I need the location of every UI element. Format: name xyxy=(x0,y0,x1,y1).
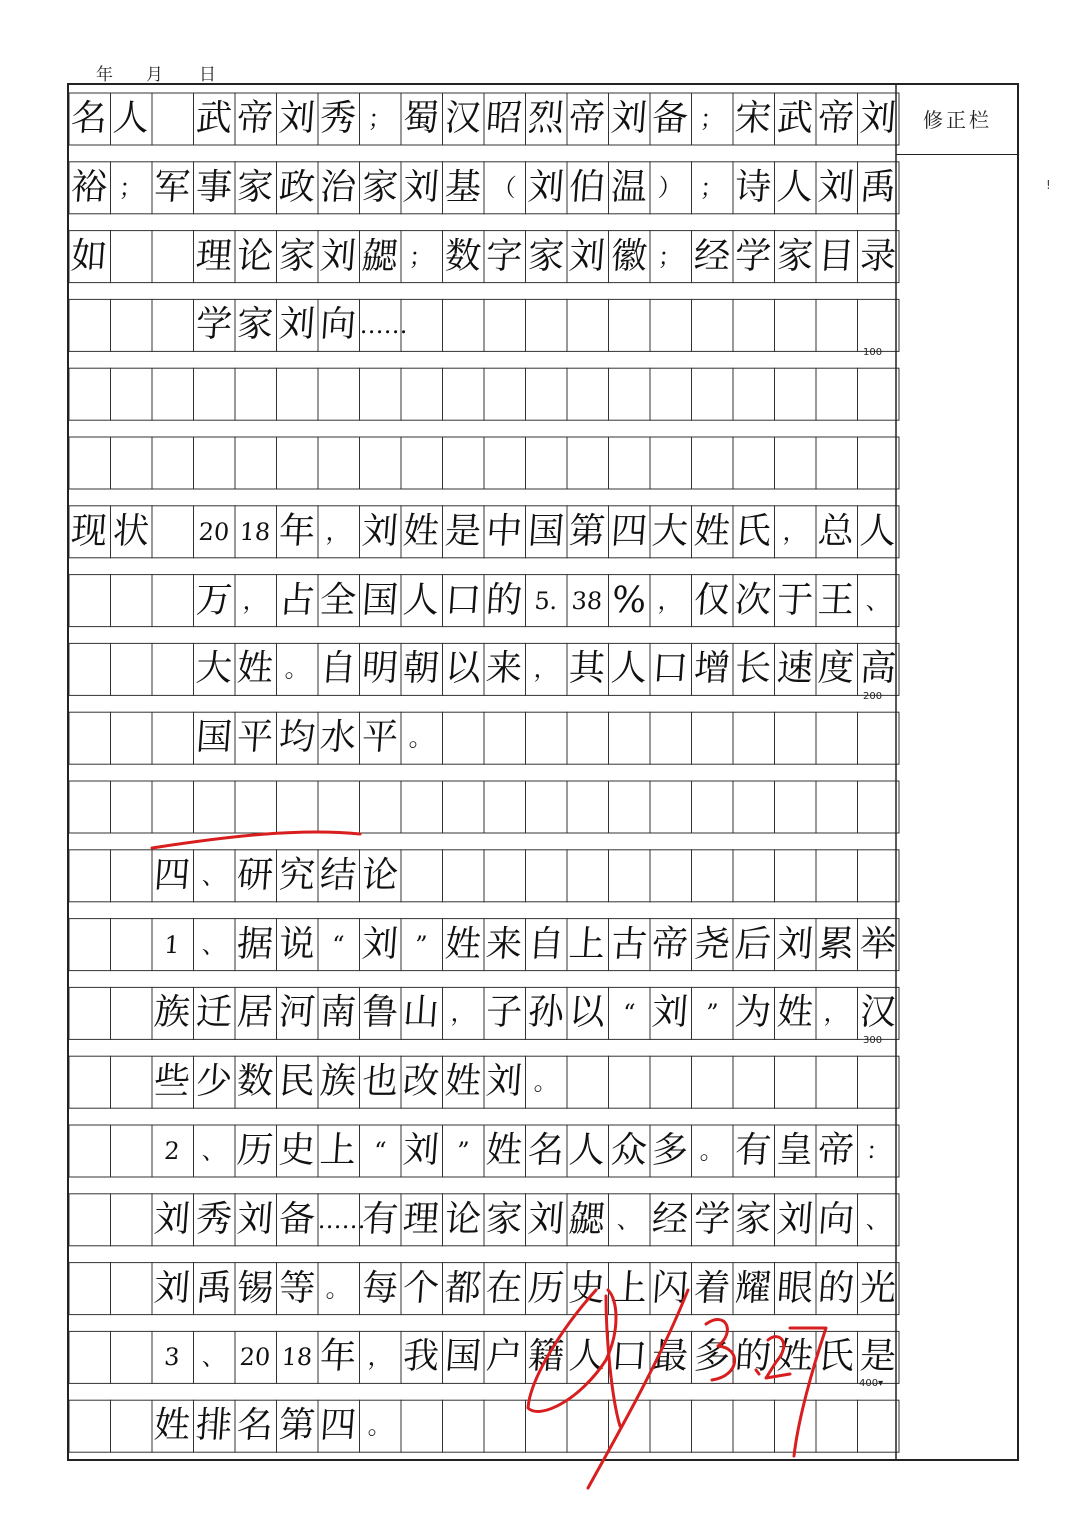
handwritten-char: 、 xyxy=(200,930,227,959)
handwritten-char: 事 xyxy=(194,166,233,208)
handwritten-char: 王 xyxy=(816,579,856,621)
handwritten-char: 水 xyxy=(318,717,358,759)
handwritten-char: 自 xyxy=(526,923,565,965)
handwritten-char: 尧 xyxy=(692,923,731,965)
handwritten-char: 居 xyxy=(235,992,275,1034)
handwritten-char: 家 xyxy=(360,166,399,208)
handwritten-char: 来 xyxy=(484,648,524,690)
handwritten-char: 朝 xyxy=(401,648,441,690)
handwritten-char: 最 xyxy=(650,1336,690,1378)
handwritten-char: 我 xyxy=(401,1336,441,1378)
handwritten-char: 锡 xyxy=(235,1267,275,1309)
handwritten-char: 状 xyxy=(111,510,150,552)
handwritten-char: 每 xyxy=(360,1267,399,1309)
handwritten-char: 等 xyxy=(277,1267,316,1309)
handwritten-char: 徽 xyxy=(609,235,648,277)
handwritten-char: 人 xyxy=(111,98,150,139)
handwritten-char: 姓 xyxy=(484,1130,524,1171)
handwritten-char: 帝 xyxy=(235,98,275,139)
handwritten-char: 刘 xyxy=(484,1061,524,1103)
handwritten-char: % xyxy=(609,579,648,621)
handwritten-char: 政 xyxy=(277,166,316,208)
handwritten-char: 人 xyxy=(775,166,814,208)
handwritten-char: 在 xyxy=(484,1267,524,1309)
handwritten-char: 刘 xyxy=(858,98,897,139)
handwritten-char: 、 xyxy=(200,1137,227,1165)
handwritten-char: 增 xyxy=(692,648,731,690)
handwritten-char: 目 xyxy=(816,235,856,277)
handwritten-char: ） xyxy=(657,173,683,202)
handwritten-char: 刘 xyxy=(775,923,814,965)
handwritten-char: 刘 xyxy=(318,235,358,277)
handwritten-char: 温 xyxy=(609,166,648,208)
handwritten-char: 年 xyxy=(277,510,316,552)
handwritten-char: 姓 xyxy=(443,923,482,965)
handwritten-char: 备 xyxy=(650,98,690,139)
handwritten-char: 。 xyxy=(366,1412,393,1441)
handwritten-char: 刘 xyxy=(152,1267,192,1309)
handwritten-char xyxy=(150,91,194,147)
handwritten-char: （ xyxy=(491,173,517,202)
handwritten-char: 刘 xyxy=(401,1130,441,1171)
handwritten-char: “ xyxy=(330,930,346,959)
handwritten-char: 伯 xyxy=(567,166,607,208)
handwritten-char: 南 xyxy=(318,992,358,1034)
handwritten-char: 蜀 xyxy=(401,98,441,139)
handwritten-char: 究 xyxy=(277,854,316,896)
handwritten-char: …… xyxy=(358,311,409,340)
handwritten-char: 四 xyxy=(609,510,648,552)
handwritten-char: 史 xyxy=(277,1130,316,1171)
handwritten-char: 数 xyxy=(235,1061,275,1103)
handwritten-char: 刘 xyxy=(526,1198,565,1240)
date-day-label: 日 xyxy=(199,65,216,85)
handwritten-char: 明 xyxy=(360,648,399,690)
handwritten-char: 四 xyxy=(152,854,192,896)
handwritten-char: 第 xyxy=(567,510,607,552)
date-month-label: 月 xyxy=(146,65,163,85)
handwritten-char: 平 xyxy=(235,717,275,759)
handwritten-char: 速 xyxy=(775,648,814,690)
handwritten-char: 全 xyxy=(318,579,358,621)
handwritten-char: 于 xyxy=(775,579,814,621)
handwritten-char: 秀 xyxy=(194,1198,233,1240)
handwritten-char: 理 xyxy=(194,235,233,277)
handwritten-char: 人 xyxy=(858,510,897,552)
handwritten-char: 也 xyxy=(360,1061,399,1103)
handwritten-char: 鲁 xyxy=(360,992,399,1034)
handwritten-char: ” xyxy=(455,1137,470,1165)
handwritten-char: 人 xyxy=(609,648,648,690)
handwritten-char: 平 xyxy=(360,717,399,759)
handwritten-char: 改 xyxy=(401,1061,441,1103)
handwritten-char: 论 xyxy=(443,1198,482,1240)
handwritten-char: 汉 xyxy=(858,992,897,1034)
handwritten-char: 国 xyxy=(360,579,399,621)
handwritten-char: 大 xyxy=(194,648,233,690)
handwritten-char: 帝 xyxy=(650,923,690,965)
handwritten-char: 汉 xyxy=(443,98,482,139)
handwritten-char: 录 xyxy=(858,235,897,277)
handwritten-char: 第 xyxy=(277,1405,316,1447)
handwritten-char: 人 xyxy=(567,1336,607,1378)
handwritten-char: 排 xyxy=(194,1405,233,1447)
handwritten-char: ； xyxy=(117,173,144,202)
handwritten-char: 向 xyxy=(318,304,358,346)
handwritten-char: 其 xyxy=(567,648,607,690)
handwritten-char: 以 xyxy=(567,992,607,1034)
correction-column-title: 修正栏 xyxy=(896,85,1019,155)
handwritten-char: 高 xyxy=(858,648,897,690)
handwritten-char: 姓 xyxy=(775,1336,814,1378)
handwritten-char: 烈 xyxy=(526,98,565,139)
handwritten-char: 20 xyxy=(197,517,230,546)
handwritten-char: 口 xyxy=(650,648,690,690)
handwritten-char: 经 xyxy=(650,1198,690,1240)
handwritten-char: 族 xyxy=(152,992,192,1034)
handwritten-char: 籍 xyxy=(526,1336,565,1378)
handwritten-char: 结 xyxy=(318,854,358,896)
handwritten-char: 四 xyxy=(318,1405,358,1447)
handwritten-char: 迁 xyxy=(194,992,233,1034)
handwritten-char: 说 xyxy=(277,923,316,965)
handwritten-char: 姓 xyxy=(775,992,814,1034)
handwritten-char: 禹 xyxy=(858,166,897,208)
handwritten-char: 占 xyxy=(277,579,316,621)
handwritten-char: 中 xyxy=(484,510,524,552)
handwritten-char: 次 xyxy=(733,579,773,621)
handwritten-char: 为 xyxy=(733,992,773,1034)
handwritten-char: 刘 xyxy=(360,510,399,552)
handwritten-char: 是 xyxy=(858,1336,897,1378)
char-counter-100: 100 xyxy=(863,347,883,358)
handwritten-char: 人 xyxy=(567,1130,607,1171)
handwritten-char: ” xyxy=(413,930,429,959)
handwritten-char: ； xyxy=(698,173,725,202)
handwritten-char: ， xyxy=(781,517,808,546)
handwritten-char: 闪 xyxy=(650,1267,690,1309)
handwritten-char: 刘 xyxy=(277,304,316,346)
handwritten-char: 数 xyxy=(443,235,482,277)
handwritten-char: 着 xyxy=(692,1267,731,1309)
handwritten-char: 家 xyxy=(277,235,316,277)
handwritten-char: 举 xyxy=(858,923,897,965)
handwritten-char: 秀 xyxy=(318,98,358,139)
handwritten-char: 史 xyxy=(567,1267,607,1309)
handwritten-char: 20 xyxy=(238,1343,272,1372)
handwritten-char: 个 xyxy=(401,1267,441,1309)
handwritten-char: 家 xyxy=(526,235,565,277)
handwritten-char: 家 xyxy=(775,235,814,277)
handwritten-char: 少 xyxy=(194,1061,233,1103)
handwritten-char: 38 xyxy=(570,586,604,615)
handwritten-char: ： xyxy=(864,1137,891,1165)
handwritten-char: ， xyxy=(242,586,268,615)
handwritten-char: 众 xyxy=(609,1130,648,1171)
handwritten-char: 山 xyxy=(401,992,441,1034)
handwritten-char: “ xyxy=(372,1137,387,1165)
handwritten-char: 刘 xyxy=(152,1198,192,1240)
handwritten-char: 河 xyxy=(277,992,316,1034)
handwritten-char: 都 xyxy=(443,1267,482,1309)
handwritten-char: 累 xyxy=(816,923,856,965)
handwritten-char: 刘 xyxy=(609,98,648,139)
handwritten-char: 论 xyxy=(235,235,275,277)
handwritten-char: 刘 xyxy=(816,166,856,208)
handwritten-char: 军 xyxy=(152,166,192,208)
handwritten-char: ； xyxy=(366,105,393,133)
handwritten-char: 刘 xyxy=(567,235,607,277)
handwritten-char: 武 xyxy=(775,98,814,139)
handwritten-char: 孙 xyxy=(526,992,565,1034)
char-counter-400: 400▾ xyxy=(859,1378,884,1389)
handwritten-char: 后 xyxy=(733,923,773,965)
handwritten-char: 。 xyxy=(532,1068,559,1097)
handwritten-char: 家 xyxy=(484,1198,524,1240)
handwritten-char: 古 xyxy=(609,923,648,965)
handwritten-char: 长 xyxy=(733,648,773,690)
handwritten-char: 。 xyxy=(698,1137,725,1165)
handwritten-char: 据 xyxy=(235,923,275,965)
handwritten-char: 万 xyxy=(194,579,233,621)
handwritten-char: 的 xyxy=(484,579,524,621)
handwritten-char: 名 xyxy=(235,1405,275,1447)
handwritten-char: 眼 xyxy=(775,1267,814,1309)
handwritten-char: 人 xyxy=(401,579,441,621)
handwritten-char: 多 xyxy=(650,1130,690,1171)
composition-grid-sheet xyxy=(67,83,1019,1461)
handwritten-char: 大 xyxy=(650,510,690,552)
handwritten-char: 口 xyxy=(609,1336,648,1378)
handwritten-char: 、 xyxy=(200,1343,227,1372)
handwritten-char: 帝 xyxy=(816,1130,856,1171)
handwritten-char: 姓 xyxy=(152,1405,192,1447)
handwritten-char: 刘 xyxy=(775,1198,814,1240)
handwritten-char: 帝 xyxy=(816,98,856,139)
handwritten-char: 国 xyxy=(443,1336,482,1378)
handwritten-char: 治 xyxy=(318,166,358,208)
char-counter-300: 300 xyxy=(863,1035,883,1046)
handwritten-char: ， xyxy=(449,999,476,1028)
handwritten-char: 昭 xyxy=(484,98,524,139)
handwritten-char: 基 xyxy=(443,166,482,208)
handwritten-char: 上 xyxy=(567,923,607,965)
handwritten-char: 18 xyxy=(280,1343,313,1372)
handwritten-char: 如 xyxy=(69,235,109,277)
handwritten-char: 、 xyxy=(200,861,227,890)
handwritten-char: ， xyxy=(657,586,683,615)
handwritten-char: 、 xyxy=(864,586,891,615)
handwritten-char: ” xyxy=(704,999,719,1028)
handwritten-char: 的 xyxy=(733,1336,773,1378)
handwritten-char: 向 xyxy=(816,1198,856,1240)
handwritten-char: 姓 xyxy=(443,1061,482,1103)
handwritten-char: 是 xyxy=(443,510,482,552)
handwritten-char: 诗 xyxy=(733,166,773,208)
handwritten-char: 皇 xyxy=(775,1130,814,1171)
handwritten-char: 裕 xyxy=(69,166,109,208)
handwritten-char: ； xyxy=(698,105,725,133)
handwritten-char: 学 xyxy=(692,1198,731,1240)
handwritten-char: 家 xyxy=(733,1198,773,1240)
handwritten-char: 字 xyxy=(484,235,524,277)
handwritten-char: 武 xyxy=(194,98,233,139)
handwritten-char: 2 xyxy=(163,1137,181,1165)
handwritten-char: 刘 xyxy=(360,923,399,965)
handwritten-char: 禹 xyxy=(194,1267,233,1309)
handwritten-char: 年 xyxy=(318,1336,358,1378)
handwritten-char: 多 xyxy=(692,1336,731,1378)
handwritten-char: 刘 xyxy=(277,98,316,139)
handwritten-char: 18 xyxy=(238,517,272,546)
handwritten-char: 。 xyxy=(283,655,310,684)
handwritten-char: 总 xyxy=(816,510,856,552)
handwritten-char: 。 xyxy=(325,1274,351,1303)
handwritten-char: 历 xyxy=(235,1130,275,1171)
margin-mark: ! xyxy=(1046,178,1051,192)
handwritten-char: 姓 xyxy=(235,648,275,690)
handwritten-char: 国 xyxy=(194,717,233,759)
handwritten-char: 5. xyxy=(533,586,558,615)
handwritten-char: 论 xyxy=(360,854,399,896)
handwritten-char: 现 xyxy=(69,510,109,552)
handwritten-char: 姓 xyxy=(692,510,731,552)
handwritten-char: 理 xyxy=(401,1198,441,1240)
handwritten-char: ； xyxy=(657,242,683,271)
handwritten-char: 、 xyxy=(864,1205,891,1234)
handwritten-char: 勰 xyxy=(360,235,399,277)
handwritten-char: 上 xyxy=(318,1130,358,1171)
handwritten-char: “ xyxy=(621,999,636,1028)
handwritten-char: 户 xyxy=(484,1336,524,1378)
handwritten-char: 族 xyxy=(318,1061,358,1103)
handwritten-char: ， xyxy=(366,1343,393,1372)
handwritten-char: 刘 xyxy=(526,166,565,208)
handwritten-char: 以 xyxy=(443,648,482,690)
handwritten-char: 上 xyxy=(609,1267,648,1309)
handwritten-char: 刘 xyxy=(401,166,441,208)
handwritten-char: 度 xyxy=(816,648,856,690)
handwritten-char: ， xyxy=(325,517,351,546)
handwritten-char: 光 xyxy=(858,1267,897,1309)
handwritten-char: 宋 xyxy=(733,98,773,139)
handwritten-char: 、 xyxy=(615,1205,642,1234)
handwritten-char: 耀 xyxy=(733,1267,773,1309)
handwritten-char: 1 xyxy=(163,930,181,959)
handwritten-char: 国 xyxy=(526,510,565,552)
handwritten-char: 均 xyxy=(277,717,316,759)
handwritten-char: 名 xyxy=(69,98,109,139)
handwritten-char: 备 xyxy=(277,1198,316,1240)
handwritten-char: 历 xyxy=(526,1267,565,1309)
date-year-label: 年 xyxy=(96,65,113,85)
handwritten-char: 口 xyxy=(443,579,482,621)
handwritten-char: ； xyxy=(408,242,434,271)
handwritten-char: 经 xyxy=(692,235,731,277)
handwritten-char: 氏 xyxy=(733,510,773,552)
handwritten-char: 帝 xyxy=(567,98,607,139)
handwritten-char: 家 xyxy=(235,304,275,346)
handwritten-char: 勰 xyxy=(567,1198,607,1240)
handwritten-char: 自 xyxy=(318,648,358,690)
handwritten-char: …… xyxy=(317,1205,367,1234)
handwritten-char: ， xyxy=(532,655,559,684)
handwritten-char: 些 xyxy=(152,1061,192,1103)
handwritten-char: 子 xyxy=(484,992,524,1034)
handwritten-char: 刘 xyxy=(650,992,690,1034)
handwritten-char: 学 xyxy=(194,304,233,346)
handwritten-char: 仅 xyxy=(692,579,731,621)
handwritten-char: 有 xyxy=(733,1130,773,1171)
handwritten-char: ， xyxy=(823,999,849,1028)
handwritten-char: 氏 xyxy=(816,1336,856,1378)
handwriting-area xyxy=(69,85,1017,1459)
handwritten-char: 姓 xyxy=(401,510,441,552)
char-counter-200: 200 xyxy=(863,691,883,702)
handwritten-char: 3 xyxy=(163,1343,181,1372)
correction-column xyxy=(896,85,1019,1459)
handwritten-char: 。 xyxy=(408,724,434,753)
handwritten-char: 名 xyxy=(526,1130,565,1171)
handwritten-char: 民 xyxy=(277,1061,316,1103)
handwritten-char: 家 xyxy=(235,166,275,208)
handwritten-char: 有 xyxy=(360,1198,399,1240)
handwritten-char: 刘 xyxy=(235,1198,275,1240)
handwritten-char: 学 xyxy=(733,235,773,277)
handwritten-char: 的 xyxy=(816,1267,856,1309)
handwritten-char: 来 xyxy=(484,923,524,965)
handwritten-char: 研 xyxy=(235,854,275,896)
